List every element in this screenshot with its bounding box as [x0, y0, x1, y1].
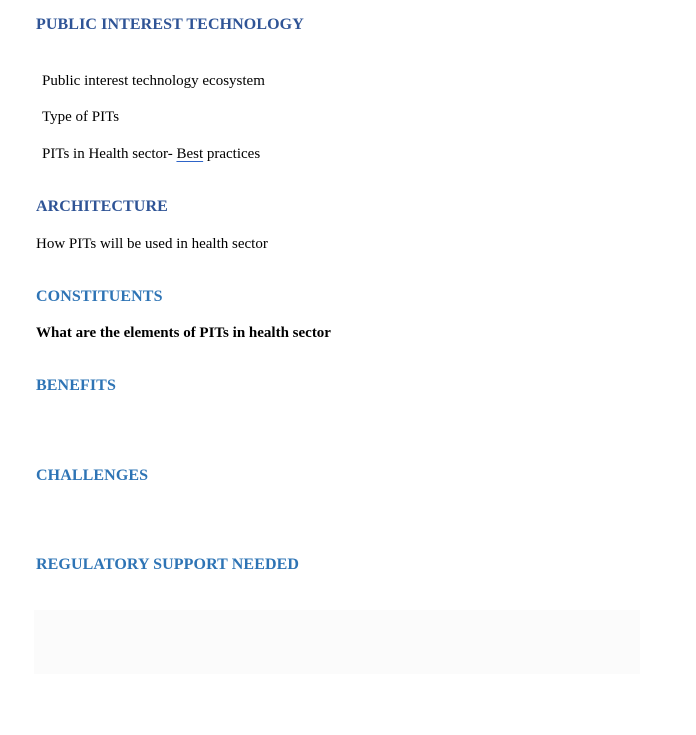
heading-benefits: BENEFITS	[36, 377, 116, 394]
pit-item-ecosystem: Public interest technology ecosystem	[42, 73, 265, 89]
heading-constituents: CONSTITUENTS	[36, 288, 163, 305]
heading-challenges: CHALLENGES	[36, 467, 149, 484]
heading-regulatory-support-needed: REGULATORY SUPPORT NEEDED	[36, 556, 300, 573]
pit-item-health-suffix: practices	[203, 146, 261, 162]
shaded-empty-block	[34, 610, 640, 674]
heading-public-interest-technology: PUBLIC INTEREST TECHNOLOGY	[36, 16, 304, 33]
pit-item-types: Type of PITs	[42, 109, 120, 125]
spellcheck-word-best[interactable]: Best	[176, 146, 204, 162]
pit-item-health-best-practices	[42, 146, 260, 163]
heading-architecture: ARCHITECTURE	[36, 198, 168, 215]
pit-item-health-prefix: PITs in Health sector-	[42, 146, 177, 162]
architecture-text: How PITs will be used in health sector	[36, 236, 268, 252]
constituents-text: What are the elements of PITs in health sector	[36, 325, 331, 341]
